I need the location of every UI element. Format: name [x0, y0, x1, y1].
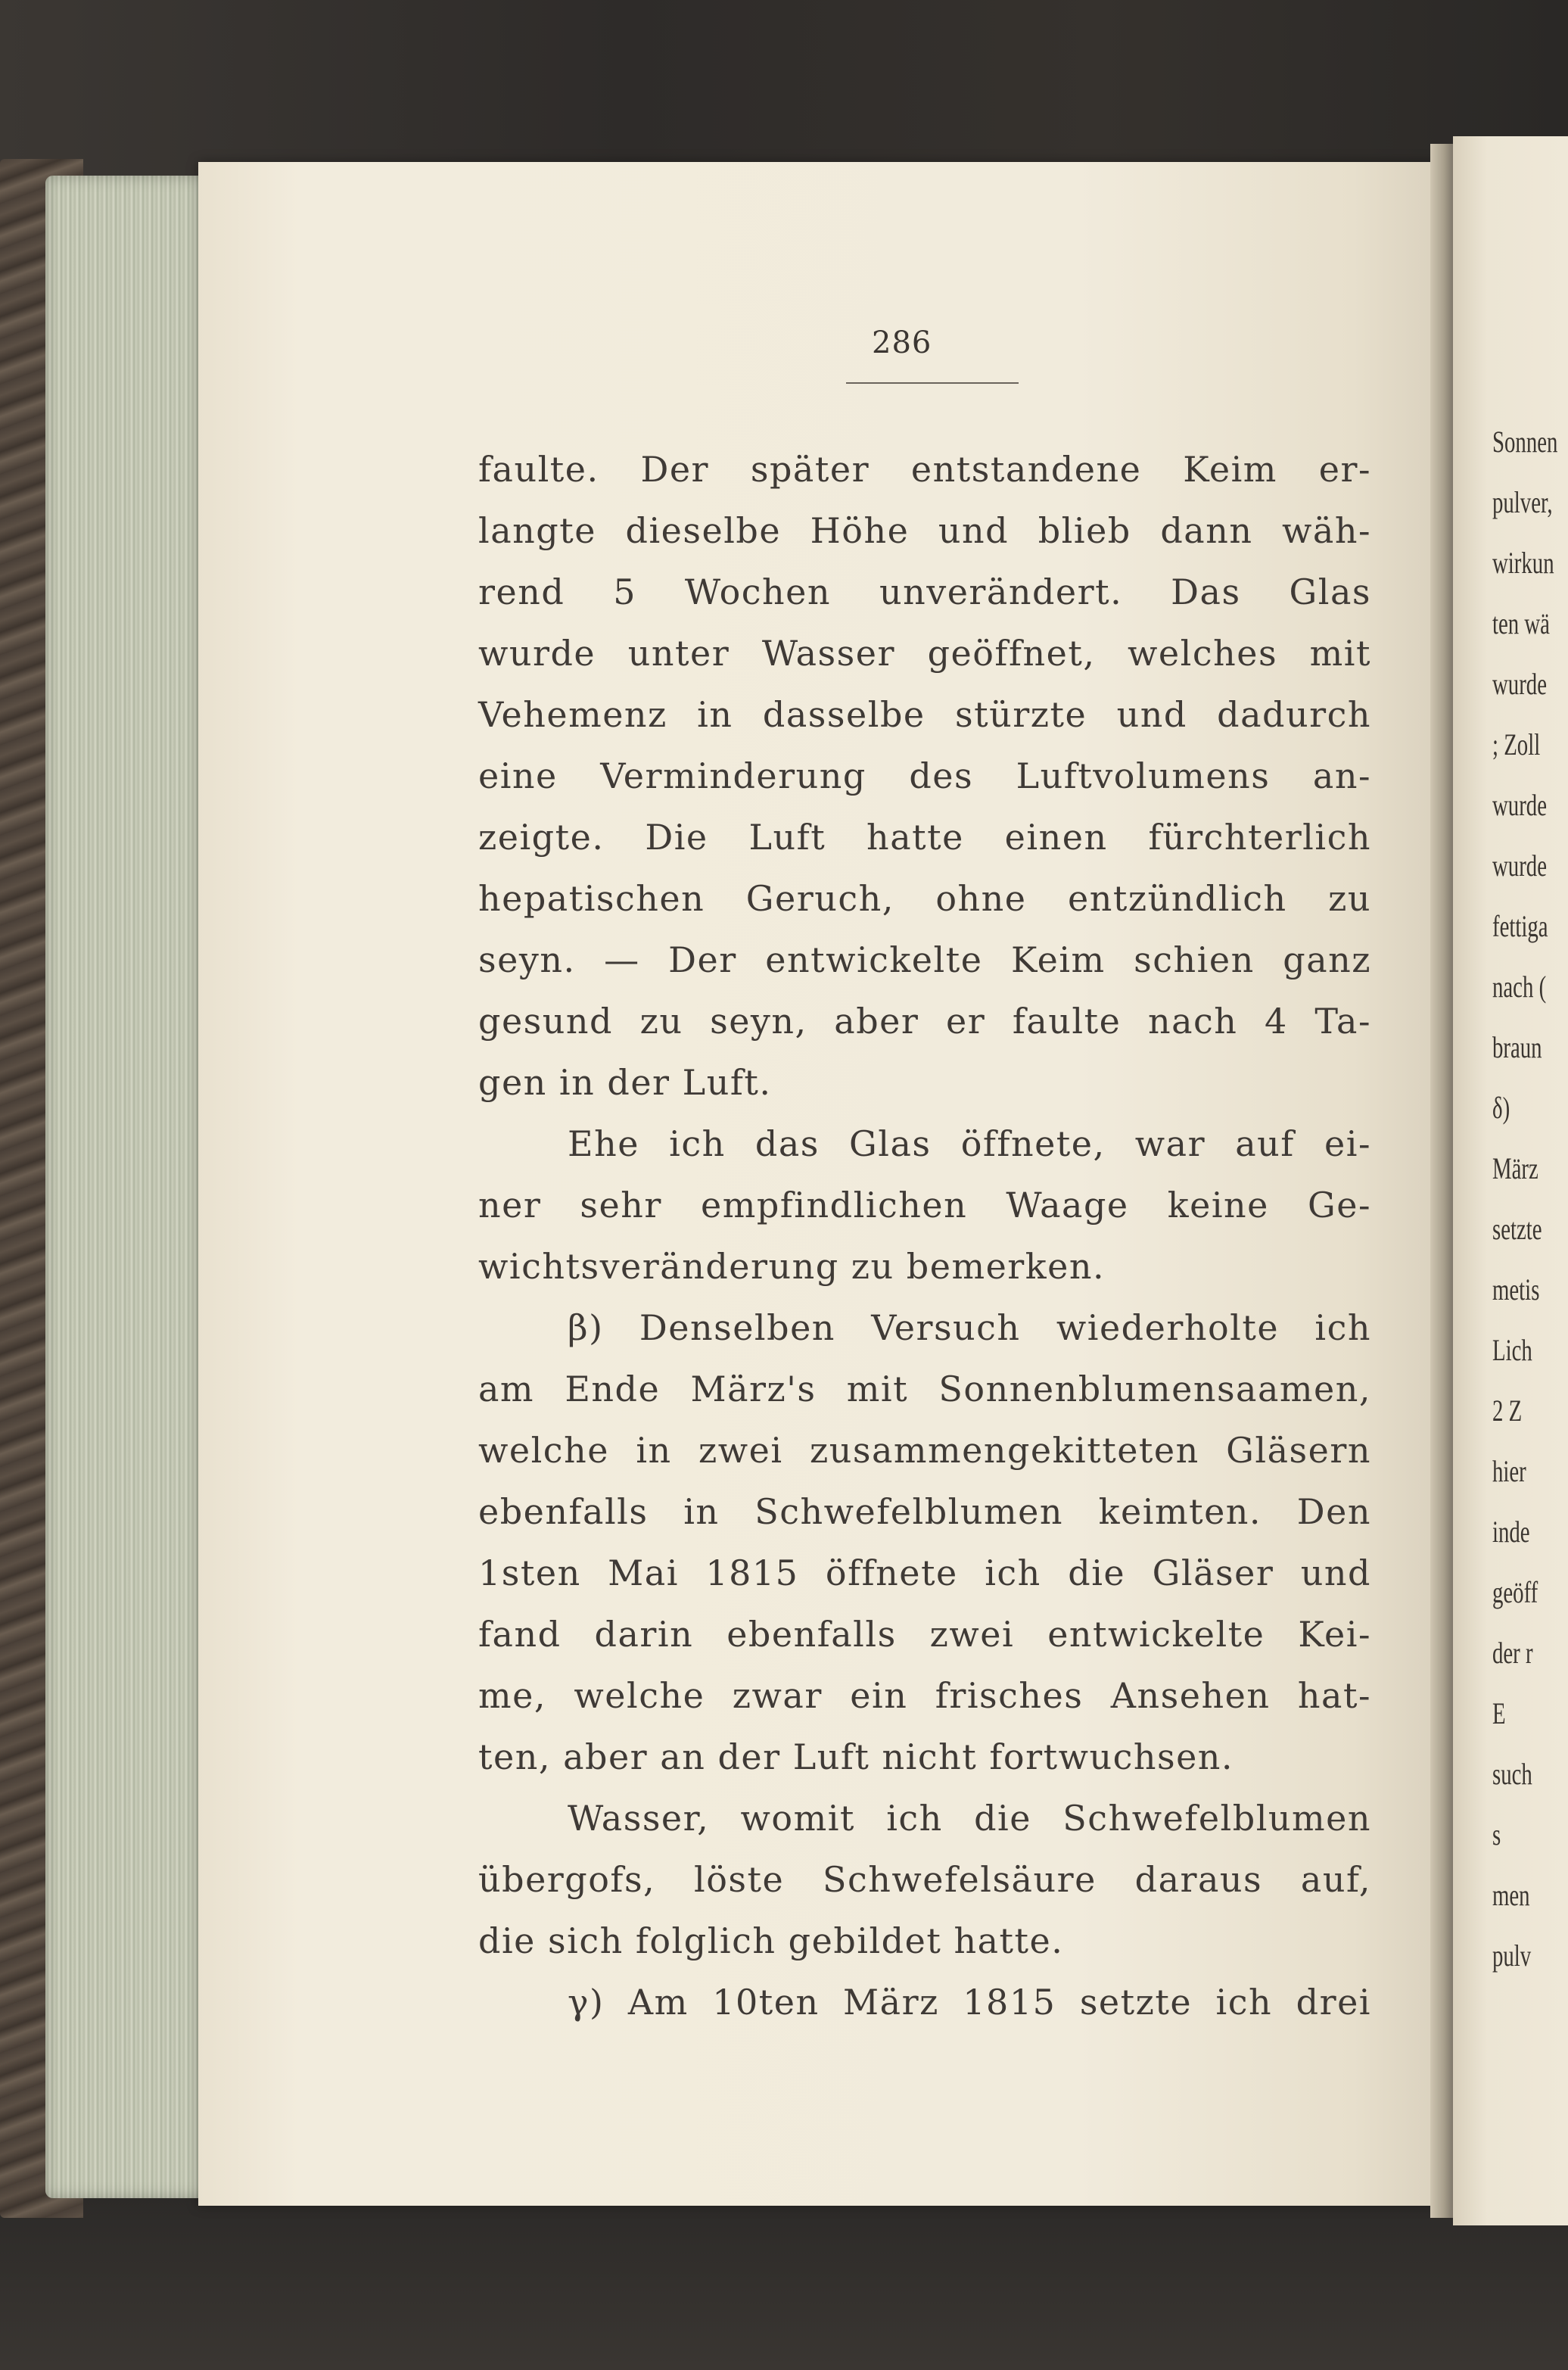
text-line: wurde unter Wasser geöffnet, welches mit	[478, 633, 1371, 674]
facing-page-line: geöff	[1492, 1575, 1538, 1609]
text-line: die sich folglich gebildet hatte.	[478, 1920, 1064, 1961]
table-surface	[0, 2195, 1568, 2370]
text-line: hepatischen Geruch, ohne entzündlich zu	[478, 878, 1371, 919]
facing-page-line: wurde	[1492, 788, 1547, 822]
facing-page-line: setzte	[1492, 1212, 1542, 1246]
facing-page-line: Sonnen	[1492, 425, 1558, 459]
facing-page-fragment	[1453, 136, 1568, 2225]
text-line: seyn. — Der entwickelte Keim schien ganz	[478, 939, 1371, 980]
facing-page-line: ten wä	[1492, 606, 1550, 640]
page-body-text	[478, 439, 1371, 2033]
facing-page-line: δ)	[1492, 1091, 1510, 1125]
text-line: Wasser, womit ich die Schwefelblumen	[568, 1798, 1371, 1839]
facing-page-line: inde	[1492, 1515, 1530, 1549]
text-line: eine Verminderung des Luftvolumens an-	[478, 755, 1371, 796]
text-line: 1sten Mai 1815 öffnete ich die Gläser und	[478, 1552, 1371, 1593]
text-line: Ehe ich das Glas öffnete, war auf ei-	[568, 1123, 1371, 1164]
facing-page-line: wirkun	[1492, 546, 1554, 580]
facing-page-line: 2 Z	[1492, 1394, 1523, 1428]
text-line: γ) Am 10ten März 1815 setzte ich drei	[568, 1982, 1371, 2023]
text-line: me, welche zwar ein frisches Ansehen hat-	[478, 1675, 1371, 1716]
facing-page-line: wurde	[1492, 667, 1547, 701]
facing-page-line: men	[1492, 1878, 1530, 1912]
text-line: β) Denselben Versuch wiederholte ich	[568, 1307, 1371, 1348]
text-line: faulte. Der später entstandene Keim er-	[478, 449, 1371, 490]
facing-page-line: E	[1492, 1696, 1506, 1730]
text-line: ner sehr empfindlichen Waage keine Ge-	[478, 1185, 1371, 1225]
facing-page-line: Lich	[1492, 1333, 1532, 1367]
facing-page-line: braun	[1492, 1030, 1542, 1064]
facing-page-line: fettiga	[1492, 909, 1548, 943]
facing-page-line: der r	[1492, 1636, 1533, 1670]
text-line: fand darin ebenfalls zwei entwickelte Kei-	[478, 1614, 1371, 1655]
text-line: Vehemenz in dasselbe stürzte und dadurch	[478, 694, 1371, 735]
facing-page-line: wurde	[1492, 849, 1547, 883]
text-line: ebenfalls in Schwefelblumen keimten. Den	[478, 1491, 1371, 1532]
text-line: am Ende März's mit Sonnenblumensaamen,	[478, 1369, 1371, 1409]
text-line: langte dieselbe Höhe und blieb dann wäh-	[478, 510, 1371, 551]
text-line: gesund zu seyn, aber er faulte nach 4 Ta-	[478, 1001, 1371, 1042]
text-line: ten, aber an der Luft nicht fortwuchsen.	[478, 1736, 1234, 1777]
page-number: 286	[872, 325, 932, 360]
text-line: wichtsveränderung zu bemerken.	[478, 1246, 1106, 1287]
facing-page-line: nach (	[1492, 970, 1547, 1004]
facing-page-line: s	[1492, 1817, 1501, 1851]
text-line: übergofs, löste Schwefelsäure daraus auf,	[478, 1859, 1371, 1900]
facing-page-line: such	[1492, 1757, 1532, 1791]
page-edges-stack	[45, 176, 212, 2198]
text-line: welche in zwei zusammengekitteten Gläsern	[478, 1430, 1371, 1471]
text-line: rend 5 Wochen unverändert. Das Glas	[478, 571, 1371, 612]
facing-page-line: ; Zoll	[1492, 727, 1541, 761]
text-line: gen in der Luft.	[478, 1062, 772, 1103]
facing-page-line: März	[1492, 1151, 1538, 1185]
text-line: zeigte. Die Luft hatte einen fürchterlich	[478, 817, 1371, 858]
facing-page-line: hier	[1492, 1454, 1526, 1488]
header-rule	[846, 382, 1019, 384]
facing-page-line: pulver,	[1492, 485, 1553, 519]
facing-page-line: pulv	[1492, 1939, 1532, 1973]
facing-page-line: metis	[1492, 1272, 1540, 1306]
